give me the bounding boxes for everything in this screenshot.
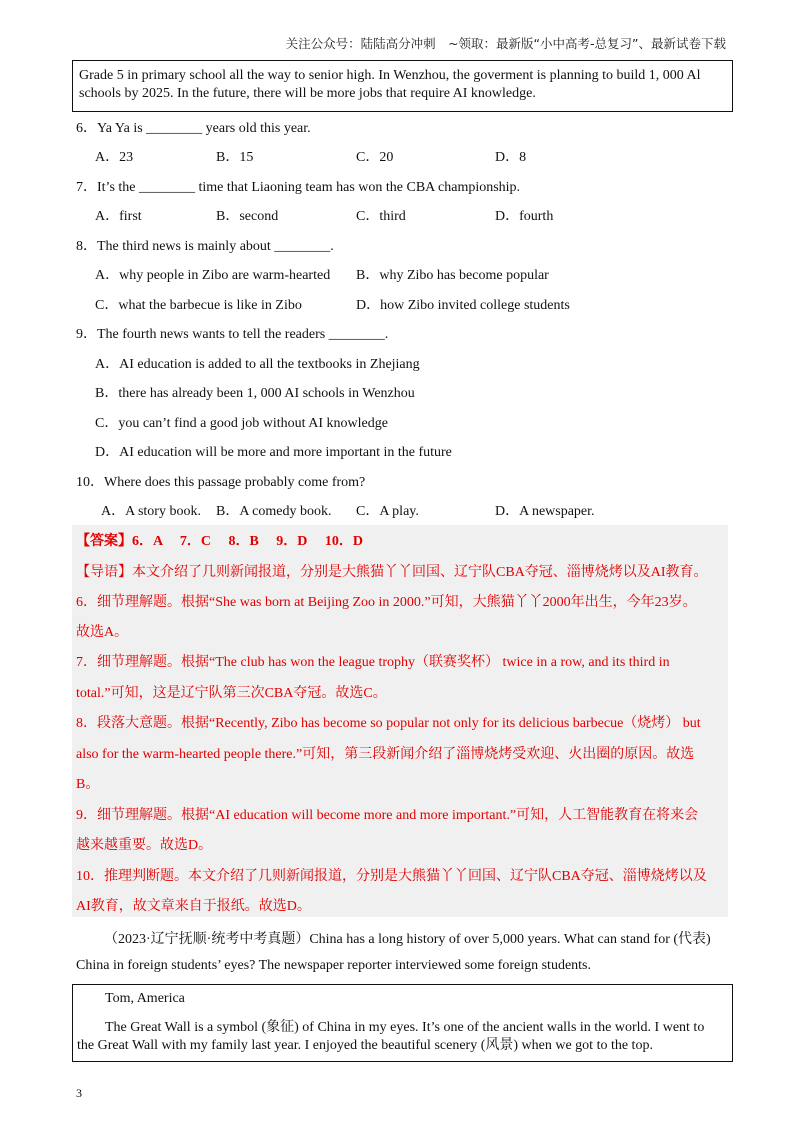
question-8-stem: 8．The third news is mainly about ________. [76, 239, 334, 254]
q7-option-a: A．first [95, 209, 142, 224]
next-passage-intro: （2023·辽宁抚顺·统考中考真题）China has a long history of over 5,000 years. What can stand for (代表) [104, 932, 711, 947]
q7-option-d: D．fourth [495, 209, 554, 224]
q6-option-a: A．23 [95, 150, 134, 165]
q6-option-b: B．15 [216, 150, 254, 165]
q6-option-c: C．20 [356, 150, 394, 165]
q8-option-c: C．what the barbecue is like in Zibo [95, 298, 302, 313]
speaker-name: Tom, America [105, 991, 185, 1006]
explanation-8-end: B。 [76, 777, 100, 792]
explanation-7: 7．细节理解题。根据“The club has won the league trophy（联赛奖杯） twice in a row, and its third in [76, 655, 670, 670]
answer-key: 【答案】6．A 7．C 8．B 9．D 10．D [76, 534, 364, 549]
q8-option-d: D．how Zibo invited college students [356, 298, 570, 313]
q10-option-b: B．A comedy book. [216, 504, 332, 519]
explanation-9-cont: 越来越重要。故选D。 [76, 838, 213, 853]
explanation-6: 6．细节理解题。根据“She was born at Beijing Zoo in 2000.”可知，大熊猫丫丫2000年出生，今年23岁。 [76, 595, 697, 610]
explanation-7-cont: total.”可知，这是辽宁队第三次CBA夺冠。故选C。 [76, 686, 387, 701]
next-passage-intro-cont: China in foreign students’ eyes? The newspaper reporter interviewed some foreign students. [76, 958, 591, 973]
answer-guide: 【导语】本文介绍了几则新闻报道，分别是大熊猫丫丫回国、辽宁队CBA夺冠、淄博烧烤以及AI教育。 [76, 565, 708, 580]
q10-option-a: A．A story book. [101, 504, 201, 519]
question-10-stem: 10．Where does this passage probably come from? [76, 475, 366, 490]
question-7-stem: 7．It’s the ________ time that Liaoning team has won the CBA championship. [76, 180, 521, 195]
explanation-6-cont: 故选A。 [76, 625, 129, 640]
passage-box-2 [72, 984, 733, 1062]
passage-2-line-1: The Great Wall is a symbol (象征) of China in my eyes. It’s one of the ancient walls in the world. I went to [105, 1020, 705, 1035]
q9-option-d: D．AI education will be more and more important in the future [95, 445, 452, 460]
explanation-8: 8．段落大意题。根据“Recently, Zibo has become so popular not only for its delicious barbecue（烧烤） but [76, 716, 701, 731]
q6-option-d: D．8 [495, 150, 527, 165]
question-9-stem: 9．The fourth news wants to tell the readers ________. [76, 327, 389, 342]
explanation-10-cont: AI教育，故文章来自于报纸。故选D。 [76, 899, 311, 914]
page-header: 关注公众号：陆陆高分冲刺 ~领取：最新版“小中高考-总复习”、最新试卷下载 [285, 36, 726, 51]
q7-option-c: C．third [356, 209, 406, 224]
explanation-9: 9．细节理解题。根据“AI education will become more and more important.”可知，人工智能教育在将来会 [76, 808, 699, 823]
q9-option-c: C．you can’t find a good job without AI knowledge [95, 416, 388, 431]
q10-option-c: C．A play. [356, 504, 419, 519]
q10-option-d: D．A newspaper. [495, 504, 595, 519]
q8-option-a: A．why people in Zibo are warm-hearted [95, 268, 331, 283]
q7-option-b: B．second [216, 209, 279, 224]
passage-box: Grade 5 in primary school all the way to senior high. In Wenzhou, the goverment is planning to build 1, 000 Al schools by 2025. In the future, there will be more jobs that require AI knowledge. [72, 60, 733, 112]
explanation-10: 10．推理判断题。本文介绍了几则新闻报道，分别是大熊猫丫丫回国、辽宁队CBA夺冠、淄博烧烤以及 [76, 869, 707, 884]
q9-option-a: A．AI education is added to all the textbooks in Zhejiang [95, 357, 420, 372]
passage-2-line-2: the Great Wall with my family last year. I enjoyed the beautiful scenery (风景) when we got to the top. [77, 1038, 653, 1053]
q9-option-b: B．there has already been 1, 000 AI schools in Wenzhou [95, 386, 415, 401]
explanation-8-cont: also for the warm-hearted people there.”可知，第三段新闻介绍了淄博烧烤受欢迎、火出圈的原因。故选 [76, 747, 695, 762]
question-6-stem: 6．Ya Ya is ________ years old this year. [76, 121, 311, 136]
q8-option-b: B．why Zibo has become popular [356, 268, 549, 283]
page-number: 3 [76, 1086, 82, 1100]
